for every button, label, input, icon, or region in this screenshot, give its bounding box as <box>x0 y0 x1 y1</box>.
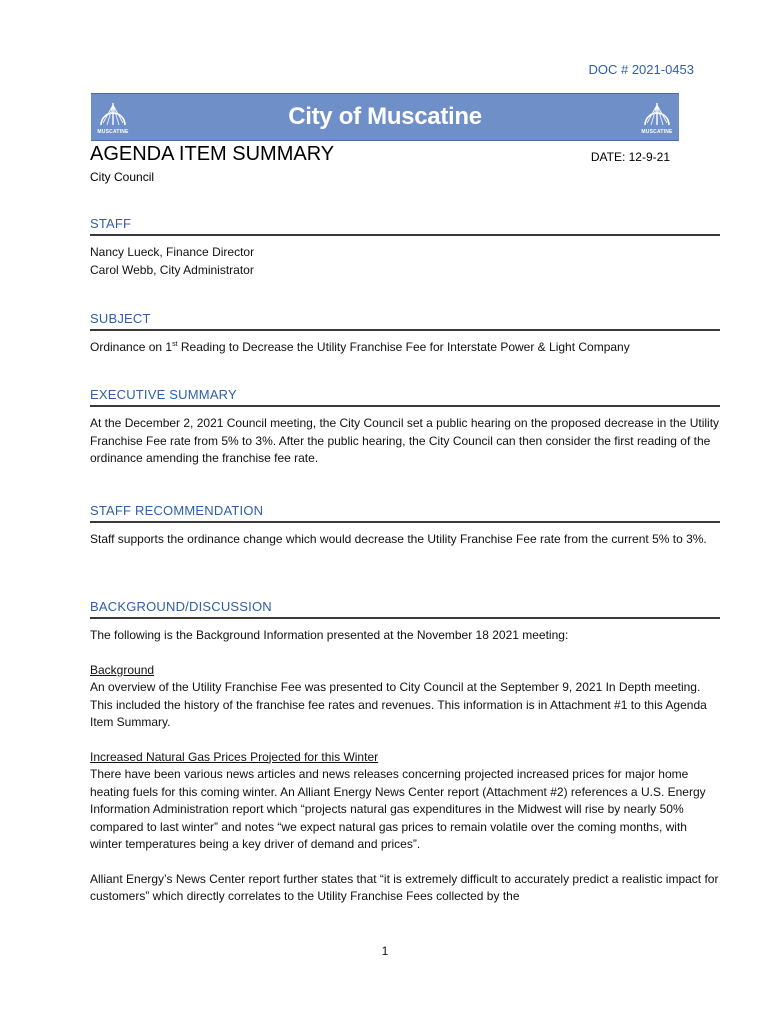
section-heading: SUBJECT <box>90 311 720 331</box>
background-paragraph: An overview of the Utility Franchise Fee was presented to City Council at the September 9, 2021 In Depth meeting. This included the history of the franchise fee rates and revenues. This information is in Attachment #1 to this Agenda Item Summary. <box>90 680 707 729</box>
section-heading: STAFF <box>90 216 720 236</box>
agenda-title: AGENDA ITEM SUMMARY <box>90 143 335 165</box>
staff-recommendation-text: Staff supports the ordinance change which would decrease the Utility Franchise Fee rate from the current 5% to 3%. <box>90 532 707 546</box>
staff-line: Nancy Lueck, Finance Director <box>90 245 255 259</box>
executive-summary-text: At the December 2, 2021 Council meeting, the City Council set a public hearing on the proposed decrease in the Utility Franchise Fee rate from 5% to 3%. After the public hearing, the City Council can then consider the first reading of the ordinance amending the franchise fee rate. <box>90 416 720 465</box>
council-body: City Council <box>90 170 155 184</box>
section-subject <box>90 311 720 357</box>
section-staff-recommendation <box>90 503 720 549</box>
page-number: 1 <box>381 944 389 958</box>
subsection-title: Increased Natural Gas Prices Projected for this Winter <box>90 749 379 764</box>
section-heading: STAFF RECOMMENDATION <box>90 503 720 523</box>
staff-line: Carol Webb, City Administrator <box>90 262 254 277</box>
section-executive-summary <box>90 387 720 468</box>
section-heading: EXECUTIVE SUMMARY <box>90 387 720 407</box>
logo-text: MUSCATINE <box>97 129 129 135</box>
doc-number: DOC # 2021-0453 <box>588 62 694 77</box>
section-background <box>90 599 720 906</box>
agenda-date: DATE: 12-9-21 <box>590 150 670 164</box>
background-intro: The following is the Background Information presented at the November 18 2021 meeting: <box>90 628 569 642</box>
subject-text: Ordinance on 1st Reading to Decrease the Utility Franchise Fee for Interstate Power & Light Company <box>90 340 630 354</box>
section-heading: BACKGROUND/DISCUSSION <box>90 599 720 619</box>
section-staff <box>90 216 720 279</box>
city-banner <box>91 93 679 141</box>
logo-text: MUSCATINE <box>641 129 673 135</box>
banner-title: City of Muscatine <box>288 103 482 130</box>
muscatine-logo-icon <box>639 99 675 135</box>
alliant-paragraph: Alliant Energy’s News Center report further states that “it is extremely difficult to accurately predict a realistic impact for customers” which directly correlates to the Utility Franchise Fees collected by the <box>90 871 719 903</box>
natural-gas-paragraph: There have been various news articles and news releases concerning projected increased prices for major home heating fuels for this coming winter. An Alliant Energy News Center report (Attachment #2) references a U.S. Energy Information Administration report which “projects natural gas expenditures in the Midwest will rise by nearly 50% compared to last winter” and notes “we expect natural gas prices to remain volatile over the coming months, with winter temperatures being a key driver of demand and prices”. <box>90 767 706 851</box>
subsection-title: Background <box>90 662 155 677</box>
